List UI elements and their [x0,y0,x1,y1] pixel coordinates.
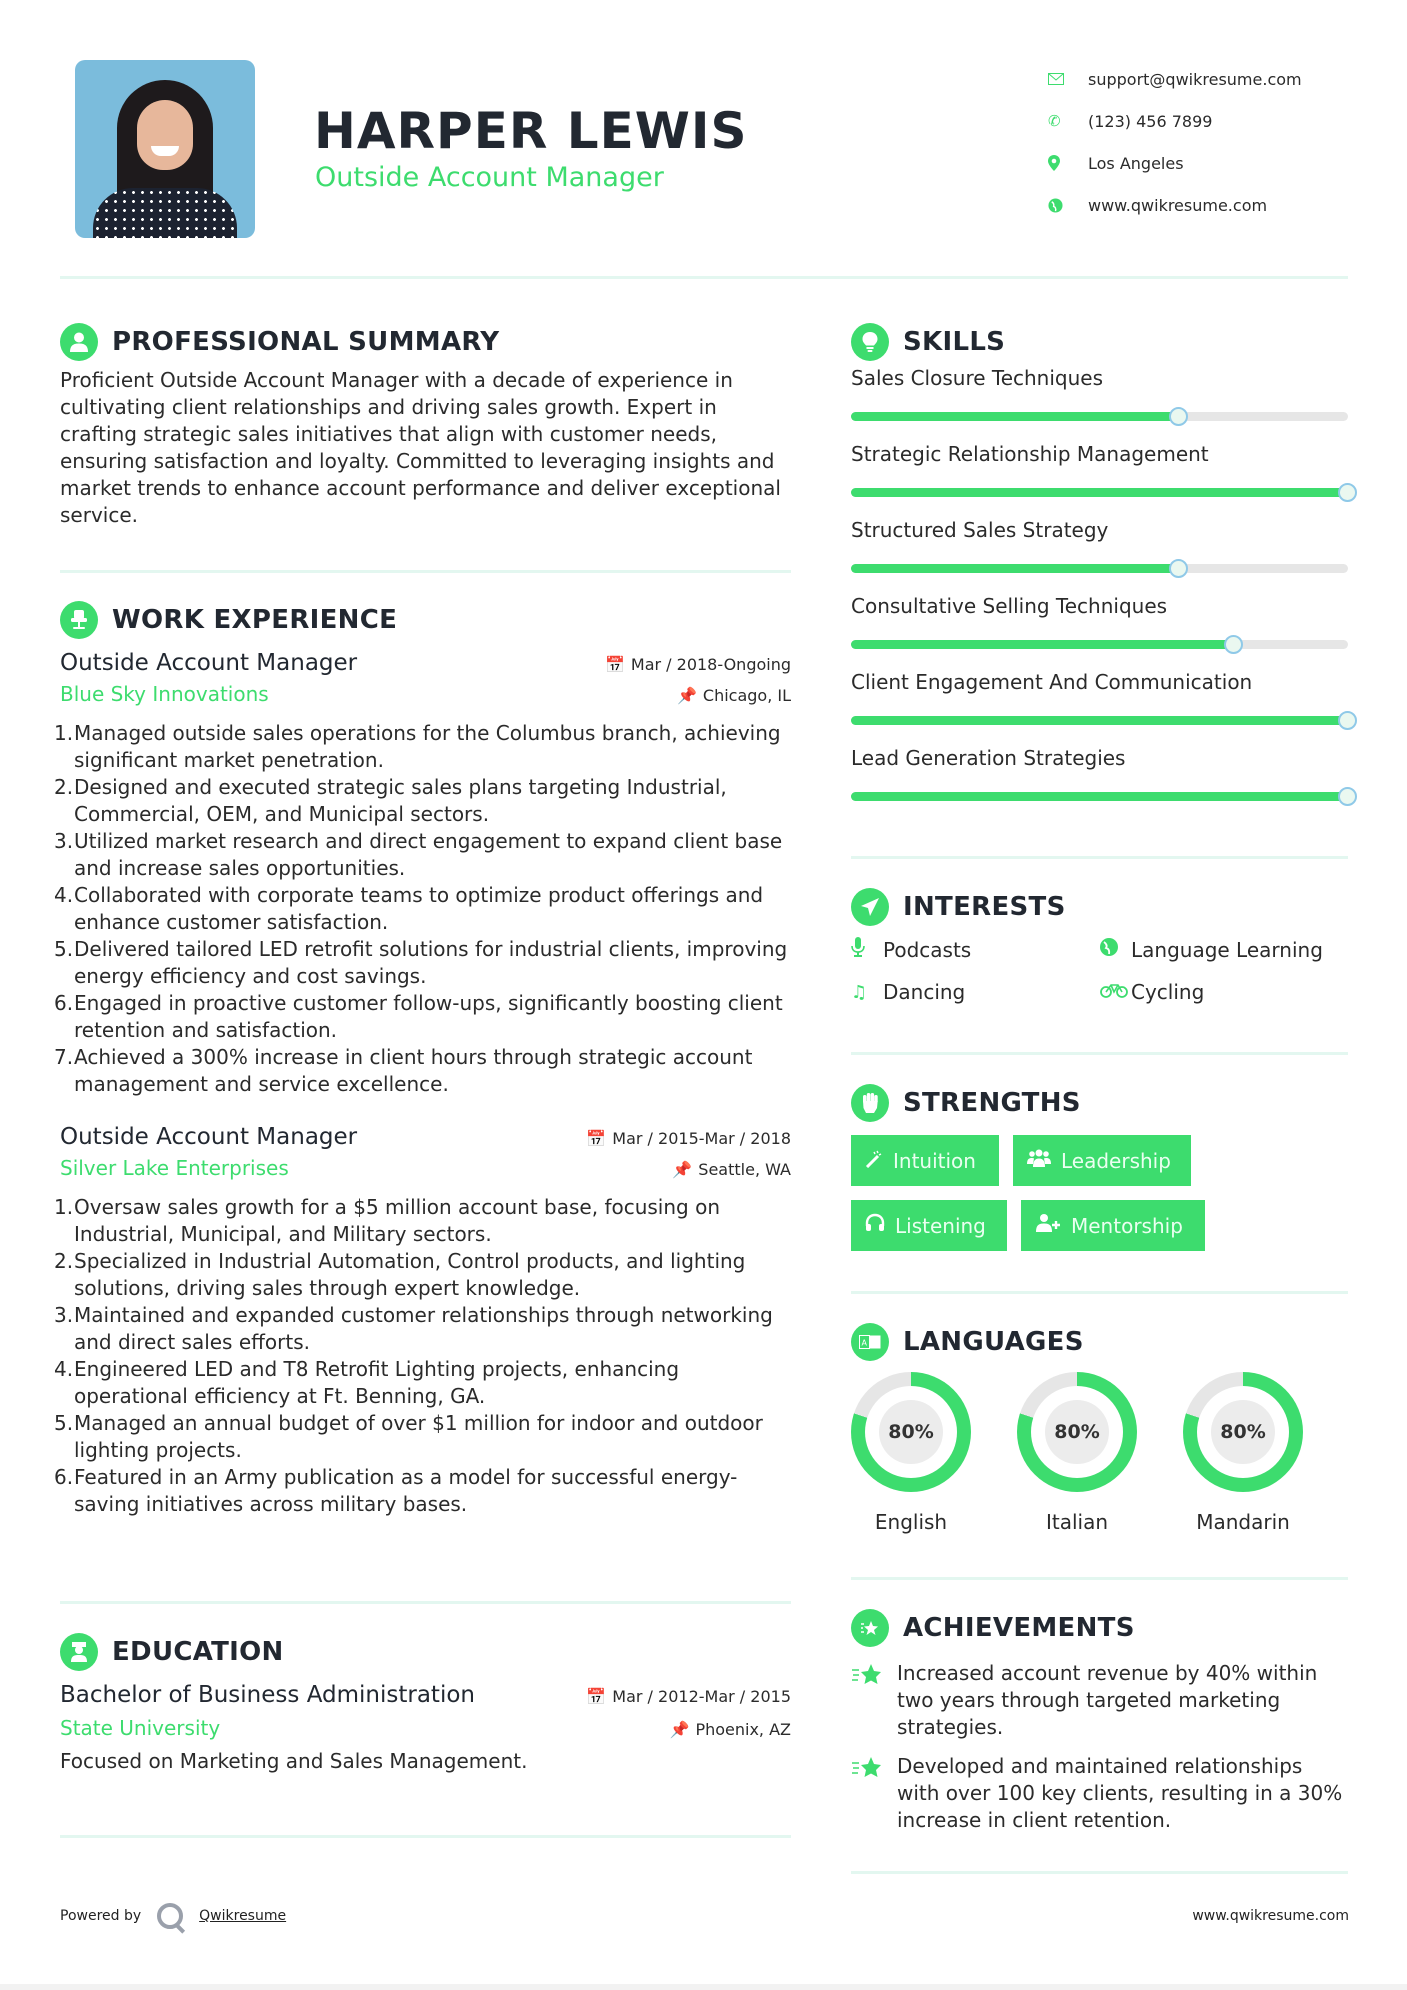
section-divider [851,1052,1348,1055]
skill-bar [851,488,1348,497]
magic-wand-icon [865,1149,883,1173]
user-plus-icon [1035,1213,1061,1238]
headphones-icon [865,1213,885,1238]
contact-location: Los Angeles [1048,142,1302,184]
interest-item: Language Learning [1099,937,1347,962]
strengths-section [851,1083,1348,1251]
users-icon [1027,1148,1051,1173]
job-bullets [54,720,791,1098]
section-title: STRENGTHS [903,1088,1081,1118]
language-item: 80% English [851,1372,971,1534]
job-company: Blue Sky Innovations [60,682,269,706]
section-divider [851,1871,1348,1874]
list-item: 6. Featured in an Army publication as a model for successful energy-saving initiatives across military bases. [54,1465,738,1516]
lightbulb-icon [851,323,889,361]
translate-icon [851,1323,889,1361]
globe-icon [1048,198,1088,213]
strength-badge: Leadership [1013,1135,1191,1186]
degree: Bachelor of Business Administration [60,1682,475,1708]
footer-powered-by: Powered by Qwikresume [60,1903,286,1929]
job-bullets [54,1194,791,1518]
job-entry [54,650,791,1098]
section-title: PROFESSIONAL SUMMARY [112,327,500,357]
achievement-item: Increased account revenue by 40% within two years through targeted marketing strategies. [851,1660,1348,1741]
interest-item: Cycling [1099,980,1347,1004]
skill-item: Structured Sales Strategy [851,516,1348,592]
candidate-title: Outside Account Manager [315,162,664,193]
strengths-list [851,1135,1251,1251]
skill-bar [851,792,1348,801]
language-progress-ring: 80% [1183,1372,1303,1492]
pushpin-icon: 📌 [676,686,697,705]
shooting-star-icon [851,1753,897,1834]
qwikresume-logo-icon [157,1903,183,1929]
bicycle-icon [1099,982,1131,1003]
envelope-icon [1048,73,1088,85]
skill-bar [851,412,1348,421]
school: State University [60,1716,221,1740]
list-item: 7. Achieved a 300% increase in client hours through strategic account management and service excellence. [54,1045,753,1096]
pushpin-icon: 📌 [672,1160,693,1179]
contact-website[interactable]: www.qwikresume.com [1048,184,1302,226]
education-location: Phoenix, AZ [695,1720,791,1739]
footer-website-link[interactable]: www.qwikresume.com [1192,1908,1349,1924]
profile-photo [75,60,255,238]
languages-section [851,1322,1348,1534]
summary-section [60,322,791,529]
fist-icon [851,1084,889,1122]
candidate-name: HARPER LEWIS [314,102,748,160]
microphone-icon [851,937,883,962]
strength-badge: Mentorship [1021,1200,1205,1251]
list-item: 5. Managed an annual budget of over $1 million for indoor and outdoor lighting projects. [54,1411,763,1462]
languages-list [851,1372,1348,1534]
calendar-icon: 📅 [586,1129,607,1148]
phone-icon: ✆ [1048,112,1061,130]
header-divider [60,276,1348,279]
qwikresume-link[interactable]: Qwikresume [199,1908,287,1924]
contact-list [1048,58,1302,226]
section-divider [851,856,1348,859]
list-item: 3. Maintained and expanded customer relationships through networking and direct sales efforts. [54,1303,773,1354]
skill-item: Client Engagement And Communication [851,668,1348,744]
paper-plane-icon [851,888,889,926]
list-item: 1. Oversaw sales growth for a $5 million account base, focusing on Industrial, Municipal, and Military sectors. [54,1195,721,1246]
skill-item: Lead Generation Strategies [851,744,1348,820]
skill-item: Sales Closure Techniques [851,364,1348,440]
job-location: Seattle, WA [698,1160,791,1179]
office-chair-icon [60,601,98,639]
list-item: 3. Utilized market research and direct engagement to expand client base and increase sales opportunities. [54,829,783,880]
summary-text: Proficient Outside Account Manager with a decade of experience in cultivating client relationships and driving sales growth. Expert in crafting strategic sales initiatives that align with customer needs, ensuring satisfaction and loyalty. Committed to leveraging insights and market trends to enhance account performance and deliver exceptional service. [60,368,781,527]
list-item: 4. Engineered LED and T8 Retrofit Lighting projects, enhancing operational efficiency at Ft. Benning, GA. [54,1357,680,1408]
job-company: Silver Lake Enterprises [60,1156,289,1180]
shooting-star-icon [851,1660,897,1741]
star-badge-icon [851,1609,889,1647]
achievement-item: Developed and maintained relationships with over 100 key clients, resulting in a 30% increase in client retention. [851,1753,1348,1834]
calendar-icon: 📅 [604,655,625,674]
job-title: Outside Account Manager [60,1124,358,1150]
user-icon [60,323,98,361]
skill-item: Consultative Selling Techniques [851,592,1348,668]
interests-section [851,887,1348,1004]
section-divider [60,1835,791,1838]
list-item: 6. Engaged in proactive customer follow-ups, significantly boosting client retention and satisfaction. [54,991,783,1042]
achievements-section [851,1608,1348,1834]
skill-item: Strategic Relationship Management [851,440,1348,516]
interests-list [851,937,1348,1004]
job-entry [54,1124,791,1518]
skill-bar [851,716,1348,725]
section-title: WORK EXPERIENCE [112,605,398,635]
list-item: 2. Specialized in Industrial Automation, Control products, and lighting solutions, driving sales through expert knowledge. [54,1249,746,1300]
contact-phone[interactable]: ✆ (123) 456 7899 [1048,111,1213,131]
job-location: Chicago, IL [702,686,791,705]
skill-bar [851,564,1348,573]
education-description: Focused on Marketing and Sales Management. [60,1749,528,1773]
list-item: 1. Managed outside sales operations for the Columbus branch, achieving significant market penetration. [54,721,781,772]
job-title: Outside Account Manager [60,650,358,676]
section-divider [60,1601,791,1604]
job-dates: Mar / 2018-Ongoing [630,655,791,674]
section-title: LANGUAGES [903,1327,1084,1357]
graduate-icon [60,1633,98,1671]
list-item: 4. Collaborated with corporate teams to optimize product offerings and enhance customer satisfaction. [54,883,764,934]
globe-icon [1099,937,1131,962]
section-title: ACHIEVEMENTS [903,1613,1135,1643]
pushpin-icon: 📌 [669,1720,690,1739]
language-progress-ring: 80% [1017,1372,1137,1492]
section-title: INTERESTS [903,892,1066,922]
contact-email[interactable]: support@qwikresume.com [1048,58,1302,100]
strength-badge: Intuition [851,1135,999,1186]
page-bottom-bar [0,1984,1407,1990]
section-divider [60,570,791,573]
music-note-icon: ♫ [851,981,868,1003]
section-title: SKILLS [903,327,1006,357]
section-title: EDUCATION [112,1637,284,1667]
strength-badge: Listening [851,1200,1007,1251]
job-dates: Mar / 2015-Mar / 2018 [612,1129,791,1148]
education-section [60,1632,791,1775]
section-divider [851,1577,1348,1580]
language-progress-ring: 80% [851,1372,971,1492]
education-dates: Mar / 2012-Mar / 2015 [612,1687,791,1706]
skills-section [851,322,1348,820]
map-pin-icon [1048,155,1088,171]
list-item: 2. Designed and executed strategic sales plans targeting Industrial, Commercial, OEM, and Municipal sectors. [54,775,727,826]
skills-list [851,364,1348,820]
experience-section [54,600,791,1518]
interest-item: Podcasts [851,937,1099,962]
section-divider [851,1291,1348,1294]
interest-item: ♫ Dancing [851,980,966,1004]
language-item: 80% Mandarin [1183,1372,1303,1534]
list-item: 5. Delivered tailored LED retrofit solutions for industrial clients, improving energy efficiency and cost savings. [54,937,788,988]
svg-text:A: A [861,1338,867,1348]
calendar-icon: 📅 [586,1687,607,1706]
language-item: 80% Italian [1017,1372,1137,1534]
skill-bar [851,640,1348,649]
